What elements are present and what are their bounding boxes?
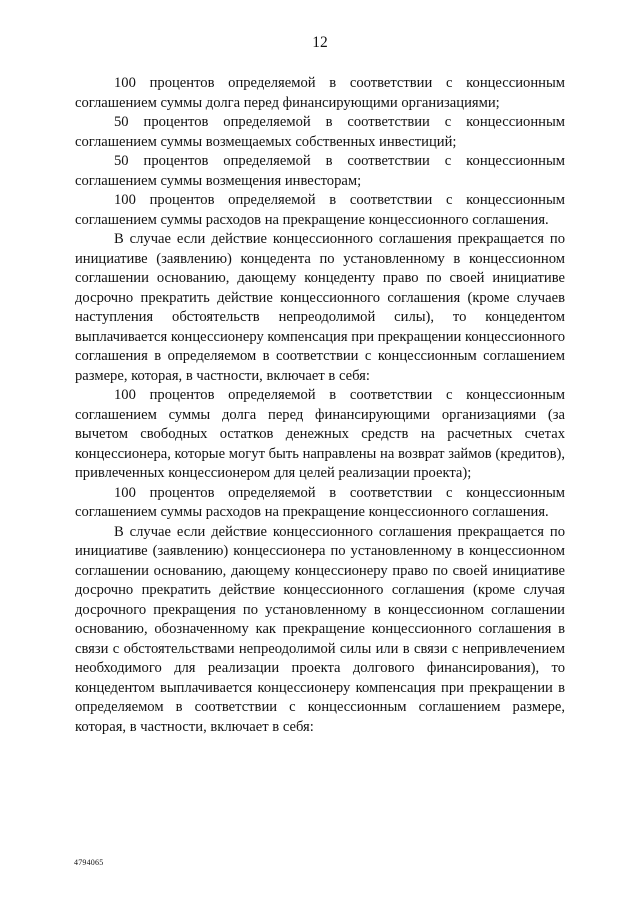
paragraph-2: 50 процентов определяемой в соответствии с концессионным соглашением суммы возмещаемых собственных инвестиций; (75, 114, 565, 150)
paragraph-6: 100 процентов определяемой в соответствии с концессионным соглашением суммы долга перед финансирующими организациями (за вычетом свободных остатков денежных средств на расчетных счетах концессионера, которые могут быть направлены на возврат займов (кредитов), привлеченных концессионером для целей реализации проекта); (75, 387, 565, 481)
page-number: 12 (312, 34, 328, 51)
paragraph-3: 50 процентов определяемой в соответствии с концессионным соглашением суммы возмещения инвесторам; (75, 153, 565, 189)
paragraph-8: В случае если действие концессионного соглашения прекращается по инициативе (заявлению) концессионера по установленному в концессионном соглашении основанию, дающему концессионеру право по своей инициативе досрочно прекратить действие концессионного соглашения (кроме случая досрочного прекращения по установленному в концессионном соглашении основанию, обозначенному как прекращение концессионного соглашения в связи с обстоятельствами непреодолимой силы или в связи с непривлечением необходимого для реализации проекта долгового финансирования), то концедентом выплачивается концессионеру компенсация при прекращении в определяемом в соответствии с концессионным соглашением размере, которая, в частности, включает в себя: (75, 523, 565, 735)
paragraph-5: В случае если действие концессионного соглашения прекращается по инициативе (заявлению) концедента по установленному в концессионном соглашении основанию, дающему концеденту право по своей инициативе досрочно прекратить действие концессионного соглашения (кроме случаев наступления обстоятельств непреодолимой силы), то концедентом выплачивается концессионеру компенсация при прекращении концессионного соглашения в определяемом в соответствии с концессионным соглашением размере, которая, в частности, включает в себя: (75, 231, 566, 384)
document-body (75, 74, 565, 737)
paragraph-7: 100 процентов определяемой в соответствии с концессионным соглашением суммы расходов на прекращение концессионного соглашения. (75, 484, 565, 520)
paragraph-1: 100 процентов определяемой в соответствии с концессионным соглашением суммы долга перед финансирующими организациями; (75, 75, 565, 111)
paragraph-4: 100 процентов определяемой в соответствии с концессионным соглашением суммы расходов на прекращение концессионного соглашения. (75, 192, 565, 228)
document-id: 4794065 (74, 858, 104, 867)
